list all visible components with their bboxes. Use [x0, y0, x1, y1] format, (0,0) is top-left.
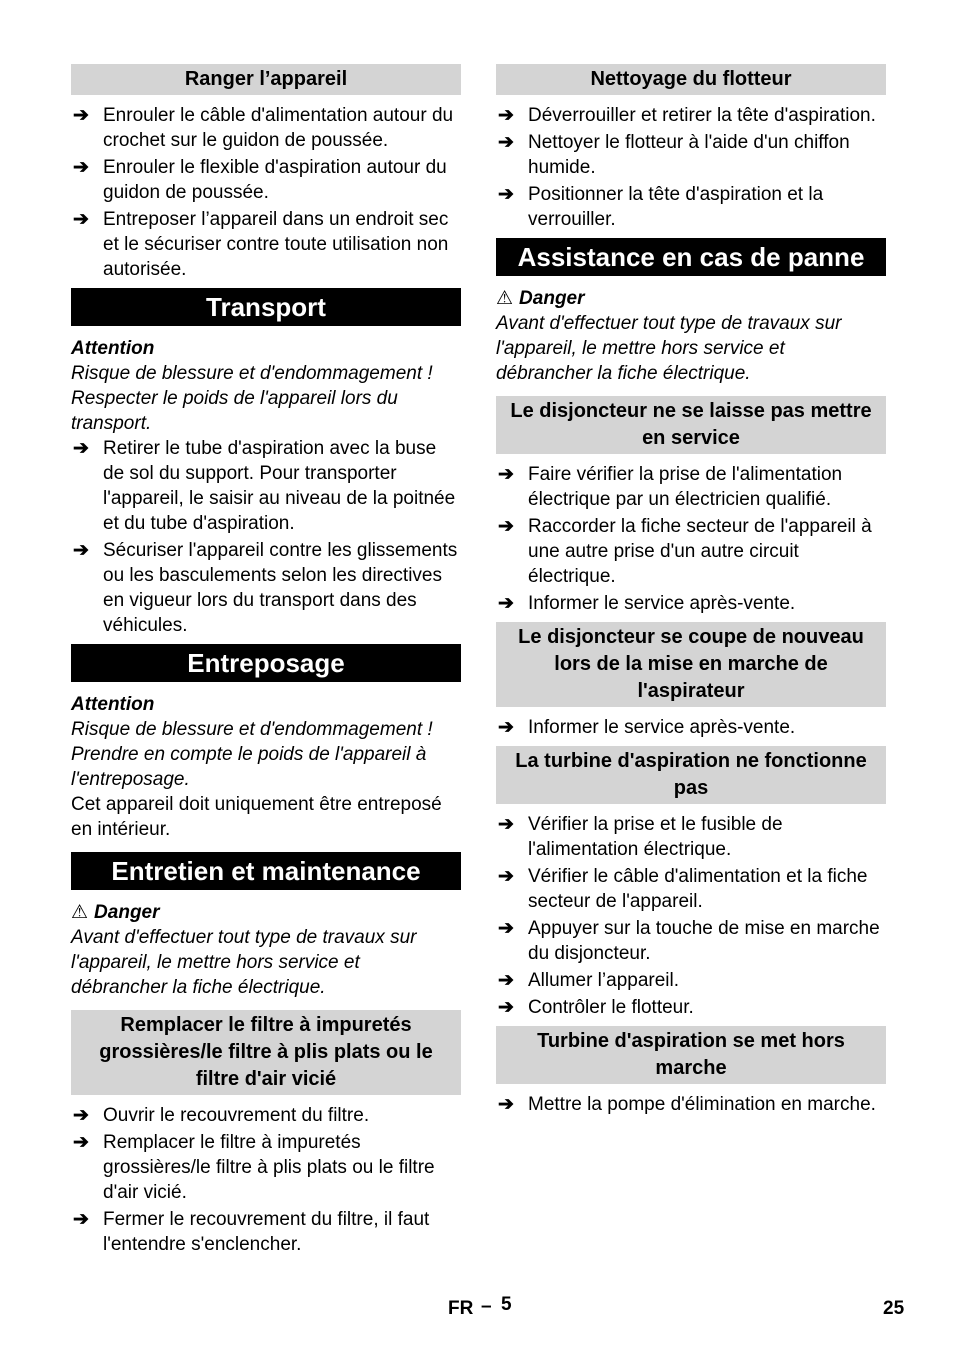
list-item [496, 462, 886, 512]
arrow-bullet-icon: ➔ [73, 1132, 89, 1153]
page-number: 25 [883, 1298, 905, 1319]
list-item-text: Vérifier le câble d'alimentation et la fiche secteur de l'appareil. [528, 866, 868, 912]
list-item [71, 103, 461, 153]
list-item-text: Allumer l’appareil. [528, 970, 680, 991]
list-item-text: Remplacer le filtre à impuretés grossières/le filtre à plis plats ou le filtre d'air vicié. [103, 1132, 435, 1203]
list-item-text: Informer le service après-vente. [528, 717, 796, 738]
section-heading-filtre: Remplacer le filtre à impuretés grossières/le filtre à plis plats ou le filtre d'air vicié [71, 1010, 461, 1095]
list-item [496, 715, 886, 740]
arrow-bullet-icon: ➔ [498, 184, 514, 205]
list-item-text: Entreposer l’appareil dans un endroit sec et le sécuriser contre toute utilisation non autorisée. [103, 209, 449, 280]
arrow-bullet-icon: ➔ [498, 970, 514, 991]
warning-triangle-icon: ⚠ [496, 288, 514, 309]
list-item [71, 207, 461, 282]
section-heading-disjoncteur-1: Le disjoncteur ne se laisse pas mettre en service [496, 396, 886, 454]
list-item [71, 538, 461, 638]
section-heading-transport: Transport [71, 288, 461, 326]
list-item-text: Enrouler le flexible d'aspiration autour du guidon de poussée. [103, 157, 447, 203]
arrow-bullet-icon: ➔ [73, 105, 89, 126]
list-item [496, 1092, 886, 1117]
section-heading-turbine-1: La turbine d'aspiration ne fonctionne pas [496, 746, 886, 804]
arrow-bullet-icon: ➔ [498, 918, 514, 939]
arrow-bullet-icon: ➔ [498, 464, 514, 485]
arrow-bullet-icon: ➔ [73, 157, 89, 178]
list-item [496, 864, 886, 914]
danger-text: Avant d'effectuer tout type de travaux sur l'appareil, le mettre hors service et débrancher la fiche électrique. [496, 313, 842, 384]
list-item-text: Retirer le tube d'aspiration avec la buse de sol du support. Pour transporter l'appareil, le saisir au niveau de la poitnée et du tube d'aspiration. [103, 438, 456, 534]
list-item-text: Positionner la tête d'aspiration et la verrouiller. [528, 184, 824, 230]
list-item [71, 155, 461, 205]
list-item [496, 514, 886, 589]
arrow-bullet-icon: ➔ [498, 132, 514, 153]
danger-title [71, 900, 461, 925]
attention-title: Attention [71, 338, 155, 359]
transport-list [71, 436, 461, 638]
attention-text: Risque de blessure et d'endommagement ! Respecter le poids de l'appareil lors du transport. [71, 363, 433, 434]
arrow-bullet-icon: ➔ [73, 1105, 89, 1126]
list-item [71, 436, 461, 536]
disjoncteur-1-list [496, 462, 886, 616]
section-heading-assistance: Assistance en cas de panne [496, 238, 886, 276]
disjoncteur-2-list [496, 715, 886, 740]
flotteur-list [496, 103, 886, 232]
footer-language: FR [448, 1298, 474, 1319]
ranger-list [71, 103, 461, 282]
danger-label: Danger [94, 902, 160, 923]
arrow-bullet-icon: ➔ [498, 516, 514, 537]
arrow-bullet-icon: ➔ [73, 438, 89, 459]
warning-triangle-icon: ⚠ [71, 902, 89, 923]
list-item-text: Informer le service après-vente. [528, 593, 796, 614]
attention-text: Risque de blessure et d'endommagement ! Prendre en compte le poids de l'appareil à l'entreposage. [71, 719, 433, 790]
list-item [496, 103, 886, 128]
list-item-text: Ouvrir le recouvrement du filtre. [103, 1105, 370, 1126]
arrow-bullet-icon: ➔ [73, 540, 89, 561]
attention-title: Attention [71, 694, 155, 715]
left-column [71, 64, 461, 1263]
list-item [496, 968, 886, 993]
filtre-list [71, 1103, 461, 1257]
list-item [496, 812, 886, 862]
arrow-bullet-icon: ➔ [498, 814, 514, 835]
list-item [71, 1207, 461, 1257]
danger-text: Avant d'effectuer tout type de travaux sur l'appareil, le mettre hors service et débrancher la fiche électrique. [71, 927, 417, 998]
list-item-text: Déverrouiller et retirer la tête d'aspiration. [528, 105, 876, 126]
arrow-bullet-icon: ➔ [498, 717, 514, 738]
list-item-text: Appuyer sur la touche de mise en marche du disjoncteur. [528, 918, 880, 964]
list-item [496, 182, 886, 232]
section-heading-turbine-2: Turbine d'aspiration se met hors marche [496, 1026, 886, 1084]
section-heading-entretien: Entretien et maintenance [71, 852, 461, 890]
list-item-text: Mettre la pompe d'élimination en marche. [528, 1094, 876, 1115]
arrow-bullet-icon: ➔ [498, 1094, 514, 1115]
arrow-bullet-icon: ➔ [73, 209, 89, 230]
arrow-bullet-icon: ➔ [498, 866, 514, 887]
list-item-text: Raccorder la fiche secteur de l'appareil à une autre prise d'un autre circuit électrique. [528, 516, 872, 587]
list-item [496, 916, 886, 966]
list-item-text: Faire vérifier la prise de l'alimentation électrique par un électricien qualifié. [528, 464, 843, 510]
turbine-1-list [496, 812, 886, 1020]
arrow-bullet-icon: ➔ [73, 1209, 89, 1230]
list-item-text: Vérifier la prise et le fusible de l'alimentation électrique. [528, 814, 783, 860]
list-item-text: Enrouler le câble d'alimentation autour du crochet sur le guidon de poussée. [103, 105, 454, 151]
list-item [71, 1103, 461, 1128]
list-item [496, 995, 886, 1020]
list-item [71, 1130, 461, 1205]
list-item-text: Sécuriser l'appareil contre les glissements ou les basculements selon les directives en vigueur lors du transport dans des véhicules. [103, 540, 458, 636]
arrow-bullet-icon: ➔ [498, 593, 514, 614]
list-item-text: Fermer le recouvrement du filtre, il faut l'entendre s'enclencher. [103, 1209, 430, 1255]
list-item [496, 591, 886, 616]
list-item [496, 130, 886, 180]
footer-section-number: 5 [501, 1294, 512, 1315]
entreposage-text: Cet appareil doit uniquement être entreposé en intérieur. [71, 794, 442, 840]
right-column [496, 64, 886, 1123]
danger-label: Danger [519, 288, 585, 309]
section-heading-ranger: Ranger l’appareil [71, 64, 461, 95]
list-item-text: Contrôler le flotteur. [528, 997, 694, 1018]
section-heading-flotteur: Nettoyage du flotteur [496, 64, 886, 95]
arrow-bullet-icon: ➔ [498, 997, 514, 1018]
turbine-2-list [496, 1092, 886, 1117]
section-heading-disjoncteur-2: Le disjoncteur se coupe de nouveau lors de la mise en marche de l'aspirateur [496, 622, 886, 707]
section-heading-entreposage: Entreposage [71, 644, 461, 682]
arrow-bullet-icon: ➔ [498, 105, 514, 126]
list-item-text: Nettoyer le flotteur à l'aide d'un chiffon humide. [528, 132, 850, 178]
danger-title [496, 286, 886, 311]
footer-dash: – [481, 1296, 492, 1317]
